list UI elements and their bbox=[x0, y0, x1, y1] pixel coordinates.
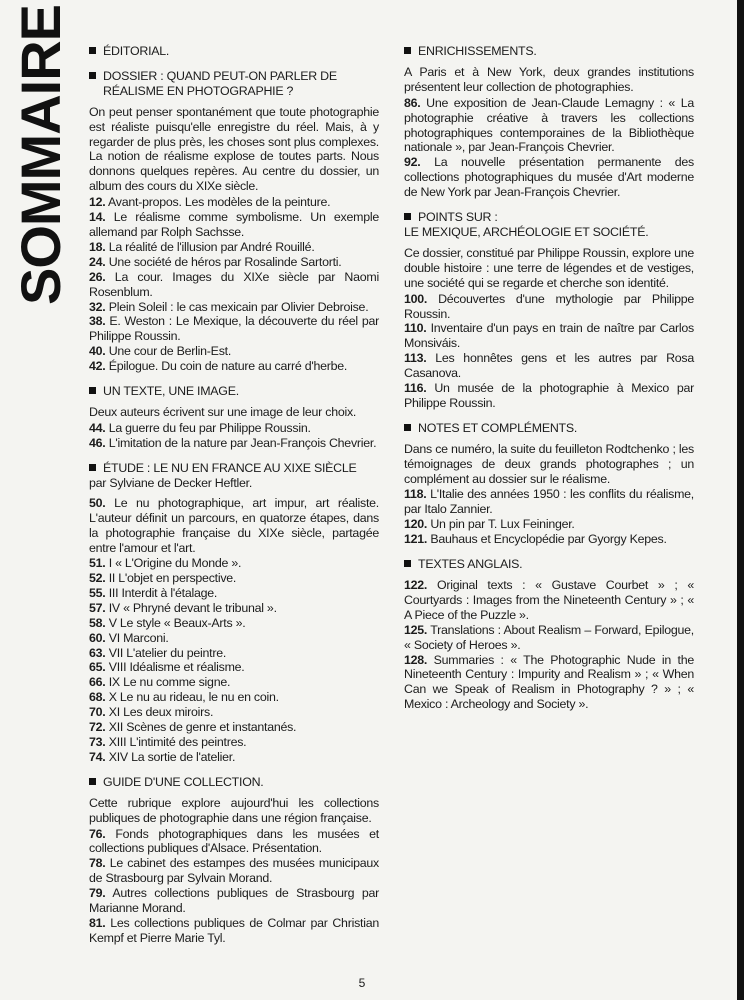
entry-text: Le réalisme comme symbolisme. Un exemple allemand par Rolph Sachsse. bbox=[89, 210, 379, 239]
entry-page-number: 52. bbox=[89, 571, 106, 585]
entry-text: Inventaire d'un pays en train de naître par Carlos Monsiváis. bbox=[404, 321, 694, 351]
entry-page-number: 57. bbox=[89, 600, 106, 615]
entry-text: III Interdit à l'étalage. bbox=[108, 585, 218, 600]
entry-text: Une exposition de Jean-Claude Lemagny : « La photographie créative à travers les collections photographiques contemporaines de la Bibliothèque nationale », par Jean-François Chevrier. bbox=[404, 95, 694, 155]
bullet-square-icon bbox=[89, 387, 96, 394]
entry-text: Le cabinet des estampes des musées municipaux de Strasbourg par Sylvain Morand. bbox=[89, 856, 379, 886]
toc-entry[interactable] bbox=[404, 487, 694, 517]
entry-page-number: 55. bbox=[89, 585, 106, 600]
toc-entry[interactable] bbox=[89, 344, 379, 359]
entry-text: Autres collections publiques de Strasbourg par Marianne Morand. bbox=[89, 886, 379, 916]
entry-text: La cour. Images du XIXe siècle par Naomi Rosenblum. bbox=[89, 269, 379, 299]
entry-text: Découvertes d'une mythologie par Philippe Roussin. bbox=[404, 291, 694, 321]
section-intro: A Paris et à New York, deux grandes institutions présentent leur collection de photographies. bbox=[404, 64, 694, 94]
section-intro: On peut penser spontanément que toute photographie est réaliste puisqu'elle enregistre du réel. Mais, à y regarder de plus près, les choses sont plus complexes. La notion de réalisme explose de toutes parts. Nous donnons quelques repères. Au centre du dossier, un album des cours du XIXe siècle. bbox=[89, 104, 379, 194]
toc-entry[interactable] bbox=[404, 351, 694, 381]
bullet-square-icon bbox=[404, 560, 411, 567]
entry-text: Le nu photographique, art impur, art réaliste. L'auteur définit un parcours, en quatorze étapes, dans la photographie française du XIXe siècle, partagée entre l'amour et l'art. bbox=[89, 496, 379, 556]
section-texte-image bbox=[89, 384, 379, 451]
section-enrichissements bbox=[404, 44, 694, 200]
section-heading bbox=[89, 69, 379, 99]
bullet-square-icon bbox=[89, 47, 96, 54]
entry-text: La guerre du feu par Philippe Roussin. bbox=[108, 420, 311, 435]
section-subheading: par Sylviane de Decker Heftler. bbox=[89, 475, 253, 490]
entry-page-number: 66. bbox=[89, 675, 106, 690]
entry-text: Une société de héros par Rosalinde Sartorti. bbox=[108, 254, 342, 269]
toc-entry[interactable] bbox=[89, 421, 379, 436]
entry-page-number: 76. bbox=[89, 826, 106, 841]
section-heading bbox=[404, 44, 694, 59]
section-editorial bbox=[89, 44, 379, 59]
entry-text: XII Scènes de genre et instantanés. bbox=[108, 720, 297, 735]
toc-entry[interactable] bbox=[404, 653, 694, 713]
toc-entry[interactable] bbox=[404, 155, 694, 200]
toc-entry[interactable] bbox=[89, 586, 379, 601]
entry-page-number: 92. bbox=[404, 155, 421, 170]
entry-page-number: 50. bbox=[89, 496, 106, 511]
entry-text: I « L'Origine du Monde ». bbox=[108, 556, 242, 571]
toc-entry[interactable] bbox=[89, 675, 379, 690]
toc-entry[interactable] bbox=[404, 292, 694, 322]
toc-entry[interactable] bbox=[89, 436, 379, 451]
entry-text: II L'objet en perspective. bbox=[108, 571, 237, 585]
entry-page-number: 51. bbox=[89, 556, 106, 571]
toc-entry[interactable] bbox=[89, 210, 379, 240]
toc-entry[interactable] bbox=[404, 623, 694, 653]
entry-text: XI Les deux miroirs. bbox=[108, 705, 214, 720]
section-heading bbox=[404, 557, 694, 572]
section-notes bbox=[404, 421, 694, 547]
toc-entry[interactable] bbox=[89, 359, 379, 374]
toc-entry[interactable] bbox=[89, 300, 379, 315]
entry-page-number: 110. bbox=[404, 321, 427, 336]
entry-page-number: 122. bbox=[404, 578, 428, 592]
toc-entry[interactable] bbox=[89, 195, 379, 210]
entry-page-number: 42. bbox=[89, 359, 106, 374]
section-heading bbox=[89, 461, 379, 476]
toc-entry[interactable] bbox=[89, 916, 379, 946]
entry-text: Les collections publiques de Colmar par Christian Kempf et Pierre Marie Tyl. bbox=[89, 915, 379, 945]
entry-text: La réalité de l'illusion par André Rouillé. bbox=[108, 239, 315, 254]
entry-text: L'Italie des années 1950 : les conflits du réalisme, par Italo Zannier. bbox=[404, 487, 694, 517]
toc-entry[interactable] bbox=[89, 720, 379, 735]
bullet-square-icon bbox=[89, 464, 96, 471]
toc-entry[interactable] bbox=[89, 571, 379, 586]
entry-text: VIII Idéalisme et réalisme. bbox=[108, 660, 245, 675]
entry-page-number: 32. bbox=[89, 299, 106, 314]
section-intro: Dans ce numéro, la suite du feuilleton Rodtchenko ; les témoignages de deux grands photographes ; un complément au dossier sur le réalisme. bbox=[404, 441, 694, 486]
entry-page-number: 60. bbox=[89, 630, 106, 645]
entry-page-number: 74. bbox=[89, 749, 106, 764]
entry-text: Fonds photographiques dans les musées et collections publiques d'Alsace. Présentation. bbox=[89, 826, 379, 856]
entry-text: Une cour de Berlin-Est. bbox=[108, 344, 232, 359]
toc-entry[interactable] bbox=[89, 240, 379, 255]
left-column bbox=[89, 44, 379, 956]
entry-text: Les honnêtes gens et les autres par Rosa Casanova. bbox=[404, 351, 694, 381]
section-intro: Cette rubrique explore aujourd'hui les collections publiques de photographie dans une région française. bbox=[89, 795, 379, 825]
entry-page-number: 73. bbox=[89, 734, 106, 749]
toc-entry[interactable] bbox=[89, 886, 379, 916]
heading-text: TEXTES ANGLAIS. bbox=[418, 557, 523, 572]
toc-entry[interactable] bbox=[404, 532, 694, 547]
entry-page-number: 40. bbox=[89, 344, 106, 359]
entry-page-number: 63. bbox=[89, 645, 106, 660]
heading-text: ÉDITORIAL. bbox=[103, 44, 170, 58]
toc-entry[interactable] bbox=[89, 631, 379, 646]
entry-page-number: 120. bbox=[404, 517, 428, 532]
entry-page-number: 113. bbox=[404, 351, 427, 366]
section-heading bbox=[404, 421, 694, 436]
entry-text: Un pin par T. Lux Feininger. bbox=[430, 517, 575, 532]
entry-text: Translations : About Realism – Forward, Epilogue, « Society of Heroes ». bbox=[404, 622, 694, 652]
entry-text: Avant-propos. Les modèles de la peinture. bbox=[108, 195, 331, 210]
toc-entry[interactable] bbox=[89, 496, 379, 556]
section-intro: Deux auteurs écrivent sur une image de leur choix. bbox=[89, 404, 357, 419]
toc-entry[interactable] bbox=[89, 827, 379, 857]
entry-text: Bauhaus et Encyclopédie par Gyorgy Kepes. bbox=[430, 532, 667, 547]
toc-entry[interactable] bbox=[404, 578, 694, 623]
entry-page-number: 125. bbox=[404, 622, 428, 637]
section-heading bbox=[404, 210, 694, 225]
section-heading bbox=[89, 775, 379, 790]
vertical-title: SOMMAIRE bbox=[9, 5, 72, 305]
page-number: 5 bbox=[358, 976, 366, 990]
entry-page-number: 14. bbox=[89, 210, 106, 225]
section-etude bbox=[89, 461, 379, 765]
entry-text: VI Marconi. bbox=[108, 630, 169, 645]
toc-entry[interactable] bbox=[89, 314, 379, 344]
section-textes-anglais bbox=[404, 557, 694, 712]
heading-text: NOTES ET COMPLÉMENTS. bbox=[418, 420, 578, 435]
entry-page-number: 116. bbox=[404, 381, 427, 396]
entry-text: E. Weston : Le Mexique, la découverte du réel par Philippe Roussin. bbox=[89, 314, 379, 344]
entry-text: Summaries : « The Photographic Nude in the Nineteenth Century : Impurity and Realism » ; « When Can we Speak of Realism in Photography ? » ; « Mexico : Archeology and Society ». bbox=[404, 652, 694, 712]
heading-text: UN TEXTE, UNE IMAGE. bbox=[103, 384, 239, 399]
entry-page-number: 46. bbox=[89, 435, 106, 450]
section-heading bbox=[89, 384, 379, 399]
toc-entry[interactable] bbox=[89, 856, 379, 886]
toc-entry[interactable] bbox=[89, 660, 379, 675]
entry-page-number: 72. bbox=[89, 720, 106, 735]
entry-page-number: 79. bbox=[89, 886, 106, 901]
section-subheading: LE MEXIQUE, ARCHÉOLOGIE ET SOCIÉTÉ. bbox=[404, 224, 649, 239]
entry-text: Épilogue. Du coin de nature au carré d'herbe. bbox=[108, 359, 348, 374]
bullet-square-icon bbox=[404, 47, 411, 54]
toc-entry[interactable] bbox=[89, 601, 379, 616]
entry-text: XIII L'intimité des peintres. bbox=[108, 734, 247, 749]
section-guide bbox=[89, 775, 379, 946]
toc-entry[interactable] bbox=[404, 321, 694, 351]
entry-text: L'imitation de la nature par Jean-François Chevrier. bbox=[108, 435, 377, 450]
entry-page-number: 78. bbox=[89, 856, 106, 871]
heading-text: ÉTUDE : LE NU EN FRANCE AU XIXE SIÈCLE bbox=[103, 460, 357, 475]
toc-entry[interactable] bbox=[89, 690, 379, 705]
toc-entry[interactable] bbox=[404, 381, 694, 411]
section-intro: Ce dossier, constitué par Philippe Roussin, explore une double histoire : une terre de légendes et de vestiges, une société qui se regarde et cherche son identité. bbox=[404, 245, 694, 290]
entry-text: Un musée de la photographie à Mexico par Philippe Roussin. bbox=[404, 381, 694, 410]
entry-text: Plein Soleil : le cas mexicain par Olivier Debroise. bbox=[108, 299, 369, 314]
entry-text: VII L'atelier du peintre. bbox=[108, 645, 227, 660]
bullet-square-icon bbox=[404, 213, 411, 220]
entry-page-number: 26. bbox=[89, 269, 106, 284]
entry-page-number: 100. bbox=[404, 291, 428, 306]
entry-page-number: 58. bbox=[89, 615, 106, 630]
section-heading bbox=[89, 44, 379, 59]
section-dossier bbox=[89, 69, 379, 374]
entry-page-number: 86. bbox=[404, 95, 421, 110]
toc-entry[interactable] bbox=[89, 255, 379, 270]
entry-text: X Le nu au rideau, le nu en coin. bbox=[108, 690, 279, 705]
entry-page-number: 24. bbox=[89, 254, 106, 269]
entry-page-number: 70. bbox=[89, 705, 106, 720]
entry-text: V Le style « Beaux-Arts ». bbox=[108, 615, 246, 630]
entry-text: XIV La sortie de l'atelier. bbox=[108, 749, 236, 764]
entry-text: IV « Phryné devant le tribunal ». bbox=[108, 600, 277, 615]
page-edge-bar bbox=[737, 0, 744, 1000]
bullet-square-icon bbox=[89, 72, 96, 79]
toc-entry[interactable] bbox=[404, 517, 694, 532]
entry-text: IX Le nu comme signe. bbox=[108, 675, 231, 690]
entry-page-number: 118. bbox=[404, 487, 427, 502]
toc-entry[interactable] bbox=[89, 616, 379, 631]
toc-entry[interactable] bbox=[89, 270, 379, 300]
heading-text: GUIDE D'UNE COLLECTION. bbox=[103, 774, 264, 789]
toc-entry[interactable] bbox=[89, 646, 379, 661]
vertical-title-block bbox=[9, 5, 72, 305]
right-column bbox=[404, 44, 694, 722]
heading-text: ENRICHISSEMENTS. bbox=[418, 44, 537, 58]
entry-page-number: 38. bbox=[89, 314, 106, 329]
entry-text: Original texts : « Gustave Courbet » ; « Courtyards : Images from the Nineteenth Century » ; « A Piece of the Puzzle ». bbox=[404, 578, 694, 622]
heading-text: DOSSIER : QUAND PEUT-ON PARLER DE RÉALISME EN PHOTOGRAPHIE ? bbox=[103, 68, 337, 98]
toc-entry[interactable] bbox=[89, 556, 379, 571]
entry-page-number: 121. bbox=[404, 532, 428, 547]
entry-text: La nouvelle présentation permanente des collections photographiques du musée d'Art moderne de New York par Jean-François Chevrier. bbox=[404, 155, 694, 200]
toc-entry[interactable] bbox=[404, 96, 694, 156]
entry-page-number: 65. bbox=[89, 660, 106, 675]
entry-page-number: 68. bbox=[89, 690, 106, 705]
entry-page-number: 18. bbox=[89, 239, 106, 254]
toc-entry[interactable] bbox=[89, 705, 379, 720]
entry-page-number: 44. bbox=[89, 420, 106, 435]
toc-entry[interactable] bbox=[89, 750, 379, 765]
section-points-sur bbox=[404, 210, 694, 411]
toc-entry[interactable] bbox=[89, 735, 379, 750]
bullet-square-icon bbox=[89, 778, 96, 785]
bullet-square-icon bbox=[404, 424, 411, 431]
entry-page-number: 12. bbox=[89, 195, 106, 210]
heading-text: POINTS SUR : bbox=[418, 210, 498, 225]
entry-page-number: 81. bbox=[89, 915, 106, 930]
entry-page-number: 128. bbox=[404, 652, 428, 667]
